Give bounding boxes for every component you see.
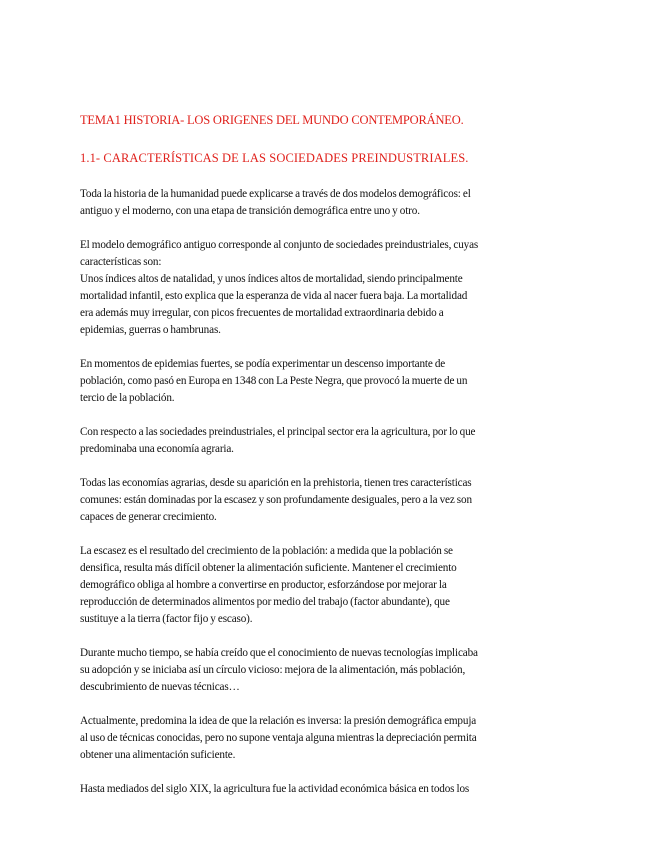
paragraph: [80, 543, 585, 628]
paragraph: [80, 781, 585, 798]
paragraph: [80, 424, 585, 458]
document-body: [80, 112, 585, 798]
paragraph-line: era además muy irregular, con picos frecuentes de mortalidad extraordinaria debido a: [80, 307, 444, 319]
paragraph: [80, 713, 585, 764]
paragraph-line: En momentos de epidemias fuertes, se podía experimentar un descenso importante de: [80, 358, 446, 370]
paragraph-line: características son:: [80, 256, 162, 268]
paragraph-line: población, como pasó en Europa en 1348 con La Peste Negra, que provocó la muerte de un: [80, 375, 468, 387]
paragraph-line: demográfico obliga al hombre a convertirse en productor, esforzándose por mejorar la: [80, 579, 447, 591]
paragraph-line: Unos índices altos de natalidad, y unos índices altos de mortalidad, siendo principalmente: [80, 273, 463, 285]
paragraph: [80, 237, 585, 339]
paragraph-line: La escasez es el resultado del crecimiento de la población: a medida que la población se: [80, 545, 453, 557]
paragraph-line: Actualmente, predomina la idea de que la relación es inversa: la presión demográfica empuja: [80, 715, 477, 727]
paragraph-list: [80, 186, 585, 798]
paragraph-line: Hasta mediados del siglo XIX, la agricultura fue la actividad económica básica en todos los: [80, 783, 470, 795]
section-heading: 1.1- CARACTERÍSTICAS DE LAS SOCIEDADES PREINDUSTRIALES.: [80, 151, 469, 165]
paragraph-line: El modelo demográfico antiguo corresponde al conjunto de sociedades preindustriales, cuyas: [80, 239, 479, 251]
paragraph-line: tercio de la población.: [80, 392, 175, 404]
page-title: TEMA1 HISTORIA- LOS ORIGENES DEL MUNDO CONTEMPORÁNEO.: [80, 113, 464, 127]
paragraph: [80, 645, 585, 696]
paragraph-line: epidemias, guerras o hambrunas.: [80, 324, 221, 336]
paragraph-line: obtener una alimentación suficiente.: [80, 749, 236, 761]
paragraph-line: descubrimiento de nuevas técnicas…: [80, 681, 240, 693]
paragraph-line: mortalidad infantil, esto explica que la esperanza de vida al nacer fuera baja. La mortalidad: [80, 290, 468, 302]
paragraph-line: sustituye a la tierra (factor fijo y escaso).: [80, 613, 253, 625]
paragraph-line: comunes: están dominadas por la escasez y son profundamente desiguales, pero a la vez son: [80, 494, 472, 506]
paragraph: [80, 356, 585, 407]
paragraph-line: su adopción y se iniciaba así un círculo vicioso: mejora de la alimentación, más población,: [80, 664, 466, 676]
paragraph: [80, 186, 585, 220]
paragraph-line: densifica, resulta más difícil obtener la alimentación suficiente. Mantener el crecimiento: [80, 562, 457, 574]
paragraph-line: Con respecto a las sociedades preindustriales, el principal sector era la agricultura, por lo que: [80, 426, 476, 438]
paragraph: [80, 475, 585, 526]
paragraph-line: reproducción de determinados alimentos por medio del trabajo (factor abundante), que: [80, 596, 450, 608]
paragraph-line: Durante mucho tiempo, se había creído que el conocimiento de nuevas tecnologías implicaba: [80, 647, 478, 659]
paragraph-line: Toda la historia de la humanidad puede explicarse a través de dos modelos demográficos: el: [80, 188, 471, 200]
paragraph-line: capaces de generar crecimiento.: [80, 511, 217, 523]
paragraph-line: al uso de técnicas conocidas, pero no supone ventaja alguna mientras la depreciación permita: [80, 732, 477, 744]
paragraph-line: antiguo y el moderno, con una etapa de transición demográfica entre uno y otro.: [80, 205, 420, 217]
paragraph-line: predominaba una economía agraria.: [80, 443, 234, 455]
paragraph-line: Todas las economías agrarias, desde su aparición en la prehistoria, tienen tres características: [80, 477, 472, 489]
